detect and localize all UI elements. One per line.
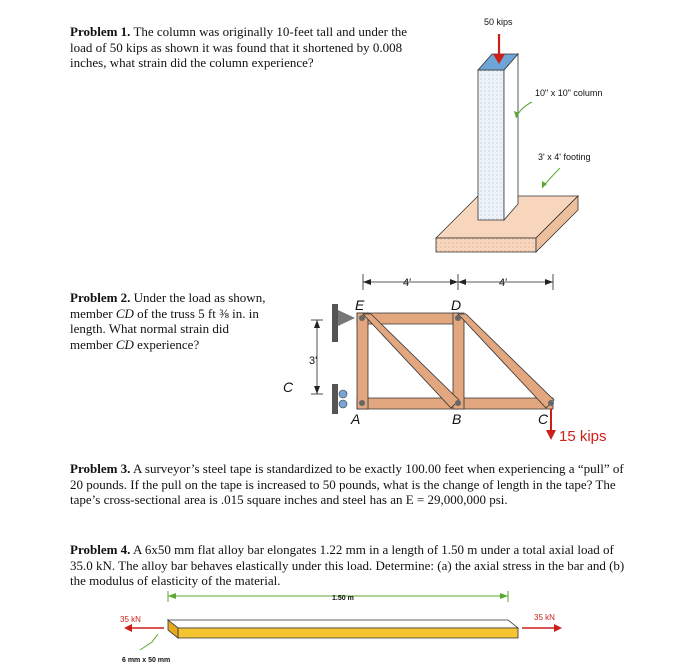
problem-2-heading: Problem 2. (70, 290, 131, 305)
member-db (453, 313, 464, 409)
truss-load-head (546, 430, 556, 440)
truss-figure (275, 266, 635, 456)
problem-4-text (70, 542, 630, 589)
length-label: 1.50 m (332, 595, 354, 602)
problem-4-body: A 6x50 mm flat alloy bar elongates 1.22 mm in a length of 1.50 m under a total axial load of 35.0 kN. The alloy bar behaves elastically under this load. Determine: (a) the axial stress in the bar and (b) the modulus of elasticity of the material. (70, 542, 625, 588)
problem-3-body: A surveyor’s steel tape is standardized to be exactly 100.00 feet when experiencing a “pull” of 20 pounds. If the pull on the tape is increased to 50 pounds, what is the change of length in the tape? The tape’s cross-sectional area is .015 square inches and steel has an E = 29,000,000 psi. (70, 461, 624, 507)
problem-1-heading: Problem 1. (70, 24, 131, 39)
truss-load-label: 15 kips (559, 428, 607, 445)
problem-2-body-b: of the truss 5 ft ⅜ in. in length. What normal strain did member (70, 305, 259, 352)
wall-support-lower (332, 384, 338, 414)
problem-1-text (70, 24, 420, 71)
column-front (478, 70, 504, 220)
joint-a (359, 400, 365, 406)
right-load-head (554, 624, 562, 632)
joint-c (548, 400, 554, 406)
node-a-label: A (351, 411, 361, 427)
footing-front (436, 238, 536, 252)
joint-e (359, 315, 365, 321)
problem-1-body: The column was originally 10-feet tall and under the load of 50 kips as shown it was found that it shortened by 0.008 inches, what strain did the column experience? (70, 24, 408, 70)
span-left-label: 4' (403, 277, 412, 289)
left-load-head (124, 624, 132, 632)
node-d-label: D (451, 297, 462, 313)
member-eb (363, 314, 459, 408)
node-e-label: E (355, 297, 365, 313)
pin-support-e (338, 310, 355, 326)
column-label: 10" x 10" column (535, 88, 603, 98)
member-cd-2: CD (115, 336, 134, 352)
span-right-label: 4' (499, 277, 508, 289)
column-figure (420, 10, 620, 260)
member-cd: CD (115, 305, 134, 321)
member-ea (357, 313, 368, 409)
support-c-label: C (283, 379, 294, 395)
node-c-label: C (538, 411, 549, 427)
problem-2-body-c: experience? (137, 336, 200, 352)
section-leader (140, 634, 158, 650)
section-label: 6 mm x 50 mm (122, 657, 171, 664)
problem-3-text (70, 461, 630, 508)
problem-4-heading: Problem 4. (70, 542, 131, 557)
bar-top (168, 620, 518, 628)
bar-front (178, 628, 518, 638)
problem-2-body-a: Under the load as shown, member (70, 290, 266, 321)
column-side (504, 54, 518, 220)
member-dc (458, 314, 554, 408)
left-load-label: 35 kN (120, 615, 141, 624)
problem-2-text (70, 290, 270, 352)
load-label: 50 kips (484, 17, 513, 27)
column-leader (516, 102, 532, 118)
joint-b (455, 400, 461, 406)
bar-figure (110, 588, 580, 668)
problem-3-heading: Problem 3. (70, 461, 131, 476)
truss-members (357, 313, 554, 409)
height-label: 3' (309, 355, 318, 367)
node-b-label: B (452, 411, 462, 427)
wall-support-upper (332, 304, 338, 342)
right-load-label: 35 kN (534, 613, 555, 622)
joint-d (455, 315, 461, 321)
footing-label: 3' x 4' footing (538, 152, 591, 162)
